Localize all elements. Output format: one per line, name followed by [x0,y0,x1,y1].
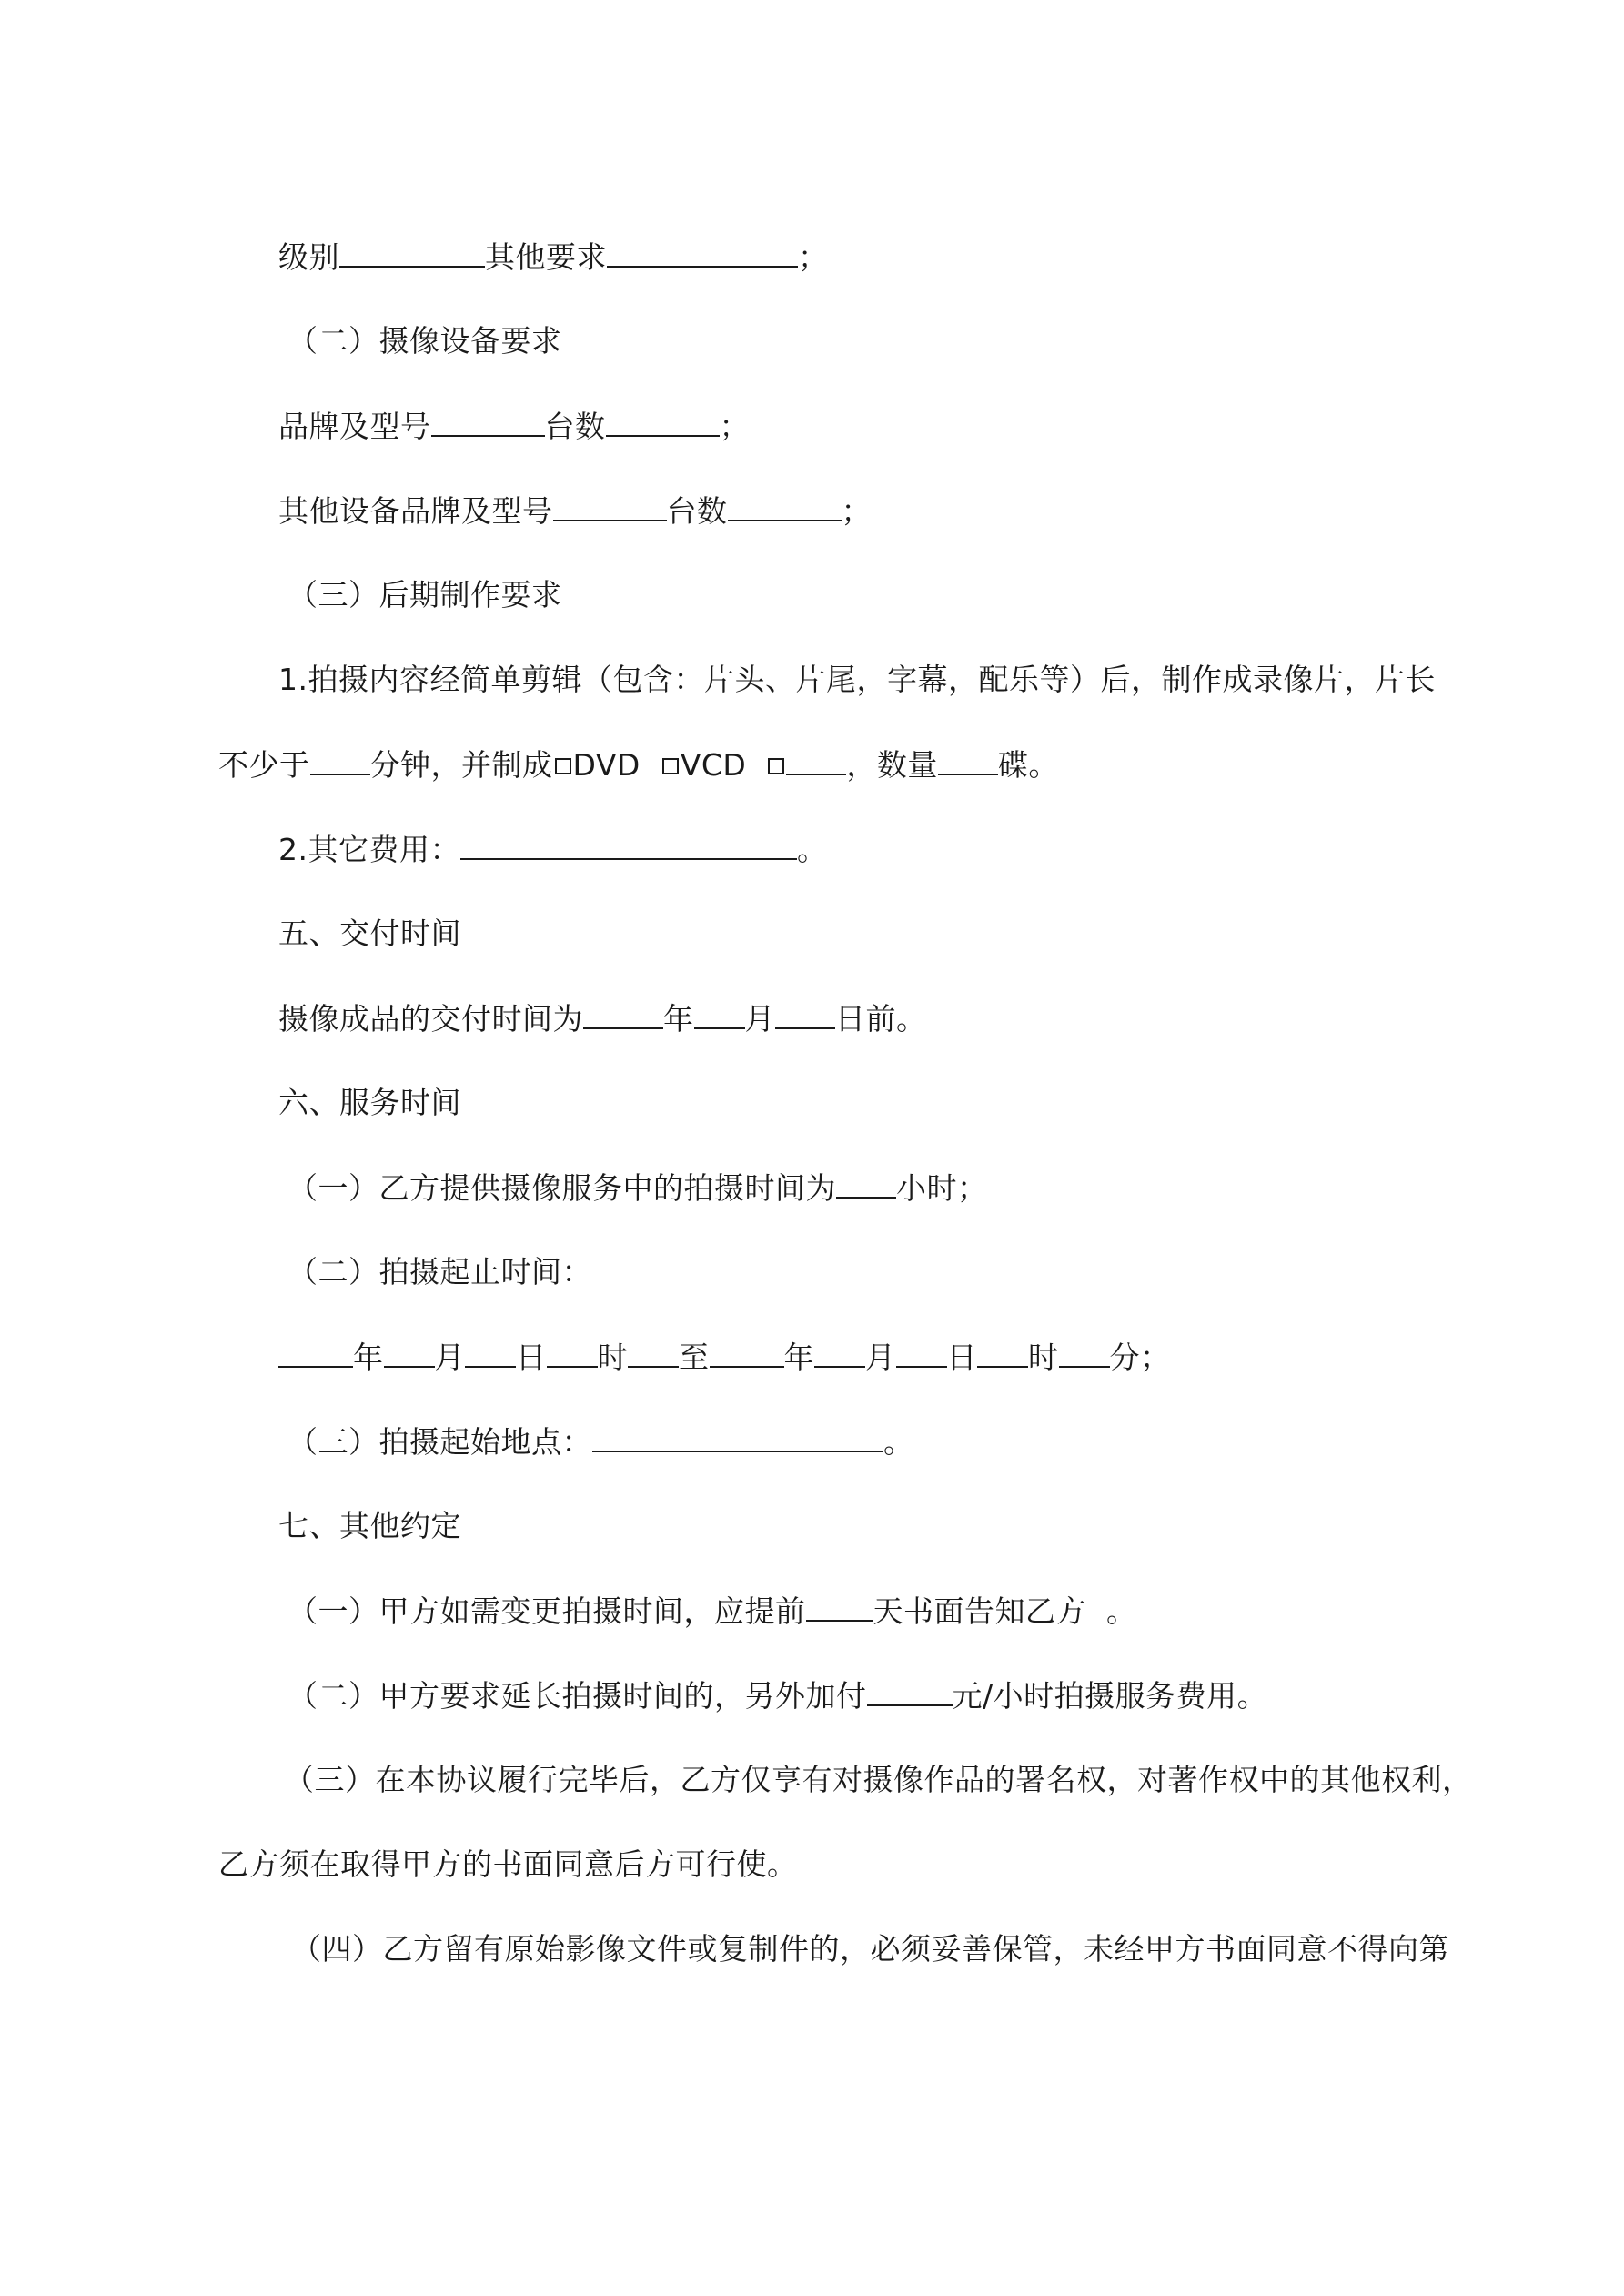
dvd-checkbox[interactable] [555,758,571,774]
start-month-label: 月 [434,1340,465,1375]
end-hour-label: 时 [1028,1340,1059,1375]
paragraph-text: 天书面告知乙方 [873,1593,1086,1629]
period: 。 [1105,1593,1137,1629]
other-fees-label: 2.其它费用： [278,832,460,867]
semicolon: ； [719,409,750,444]
end-hour-blank [977,1339,1028,1368]
paragraph-text: （二）甲方要求延长拍摄时间的，另外加付 [287,1678,867,1714]
count-label: 台数 [666,493,728,529]
other-format-blank [786,746,846,775]
start-year-label: 年 [353,1340,384,1375]
other-fees-blank [460,831,797,860]
paragraph-text: （一）甲方如需变更拍摄时间，应提前 [287,1593,806,1629]
section-heading-service-time [278,1085,461,1121]
paragraph-text: （四）乙方留有原始影像文件或复制件的，必须妥善保管，未经甲方书面同意不得向第 [291,1931,1449,1967]
copyright-clause-line-2 [218,1846,798,1883]
start-minute-blank [628,1339,679,1368]
minutes-blank [310,746,370,775]
shooting-period-heading [287,1254,592,1290]
other-fees-line [278,831,828,868]
fee-blank [867,1677,953,1706]
brand-model-label: 品牌及型号 [278,409,431,444]
location-blank [592,1423,883,1452]
semicolon: ； [798,239,829,275]
period: 。 [883,1424,914,1460]
other-format-checkbox[interactable] [768,758,784,774]
change-notice-line [287,1593,1136,1630]
heading-text: （三）后期制作要求 [287,577,562,612]
level-requirements-line [278,238,829,276]
end-month-label: 月 [865,1340,896,1375]
brand-model-line [278,408,750,445]
copyright-clause-line-1 [284,1762,1473,1798]
end-minute-blank [1059,1339,1110,1368]
other-requirements-label: 其他要求 [485,239,607,275]
heading-text: 五、交付时间 [278,915,461,951]
count-label: 台数 [544,409,606,444]
count-blank [728,492,842,521]
count-blank [606,408,720,437]
end-day-blank [896,1339,947,1368]
end-month-blank [814,1339,865,1368]
month-label: 月 [744,1001,775,1037]
period: 。 [797,832,828,867]
heading-text: 六、服务时间 [278,1085,461,1120]
shooting-period-line [278,1339,1171,1376]
level-label: 级别 [278,239,339,275]
end-day-label: 日 [946,1340,977,1375]
extension-fee-line [287,1677,1267,1714]
semicolon: ； [841,493,872,529]
paragraph-text: （三）在本协议履行完毕后，乙方仅享有对摄像作品的署名权，对著作权中的其他权利， [284,1762,1473,1797]
level-blank [339,238,485,268]
original-files-clause-line [291,1931,1449,1967]
paragraph-text: 摄像成品的交付时间为 [278,1001,583,1037]
brand-model-blank [431,408,545,437]
year-blank [583,1000,663,1029]
quantity-label: ，数量 [846,747,938,783]
paragraph-text: （二）拍摄起止时间： [287,1254,592,1290]
heading-text: （二）摄像设备要求 [287,323,562,359]
day-label: 日前。 [835,1001,927,1037]
vcd-label: VCD [680,747,747,783]
start-year-blank [278,1339,353,1368]
other-requirements-blank [607,238,798,268]
paragraph-text: （三）拍摄起始地点： [287,1424,592,1460]
shooting-hours-line [287,1169,988,1207]
duration-format-line [218,746,1059,784]
discs-label: 碟。 [997,747,1059,783]
paragraph-text: 不少于 [218,747,310,783]
paragraph-text: （一）乙方提供摄像服务中的拍摄时间为 [287,1170,836,1206]
vcd-checkbox[interactable] [662,758,679,774]
day-blank [775,1000,835,1029]
end-year-label: 年 [783,1340,814,1375]
delivery-date-line [278,1000,927,1037]
to-label: 至 [679,1340,710,1375]
end-year-blank [710,1339,784,1368]
paragraph-text: 1.拍摄内容经简单剪辑（包含：片头、片尾，字幕，配乐等）后，制作成录像片，片长 [278,662,1436,697]
section-heading-post-production [287,577,562,613]
quantity-blank [938,746,998,775]
shooting-location-line [287,1423,914,1461]
paragraph-text: 分钟，并制成 [369,747,553,783]
other-equipment-blank [553,492,667,521]
paragraph-text: 元/小时拍摄服务费用。 [952,1678,1268,1714]
paragraph-text: 乙方须在取得甲方的书面同意后方可行使。 [218,1846,798,1882]
section-heading-delivery-time [278,915,461,952]
other-equipment-line [278,492,872,530]
section-heading-other-agreements [278,1508,461,1544]
end-minute-label: 分； [1109,1340,1171,1375]
start-hour-label: 时 [597,1340,628,1375]
start-hour-blank [547,1339,598,1368]
hours-label: 小时； [896,1170,988,1206]
month-blank [694,1000,745,1029]
start-day-blank [465,1339,516,1368]
editing-description-line [278,662,1436,698]
other-equipment-label: 其他设备品牌及型号 [278,493,553,529]
hours-blank [836,1169,896,1199]
start-day-label: 日 [516,1340,547,1375]
heading-text: 七、其他约定 [278,1508,461,1543]
dvd-label: DVD [572,747,641,783]
section-heading-camera-equipment [287,323,562,359]
start-month-blank [384,1339,435,1368]
year-label: 年 [663,1001,694,1037]
days-blank [806,1593,873,1622]
